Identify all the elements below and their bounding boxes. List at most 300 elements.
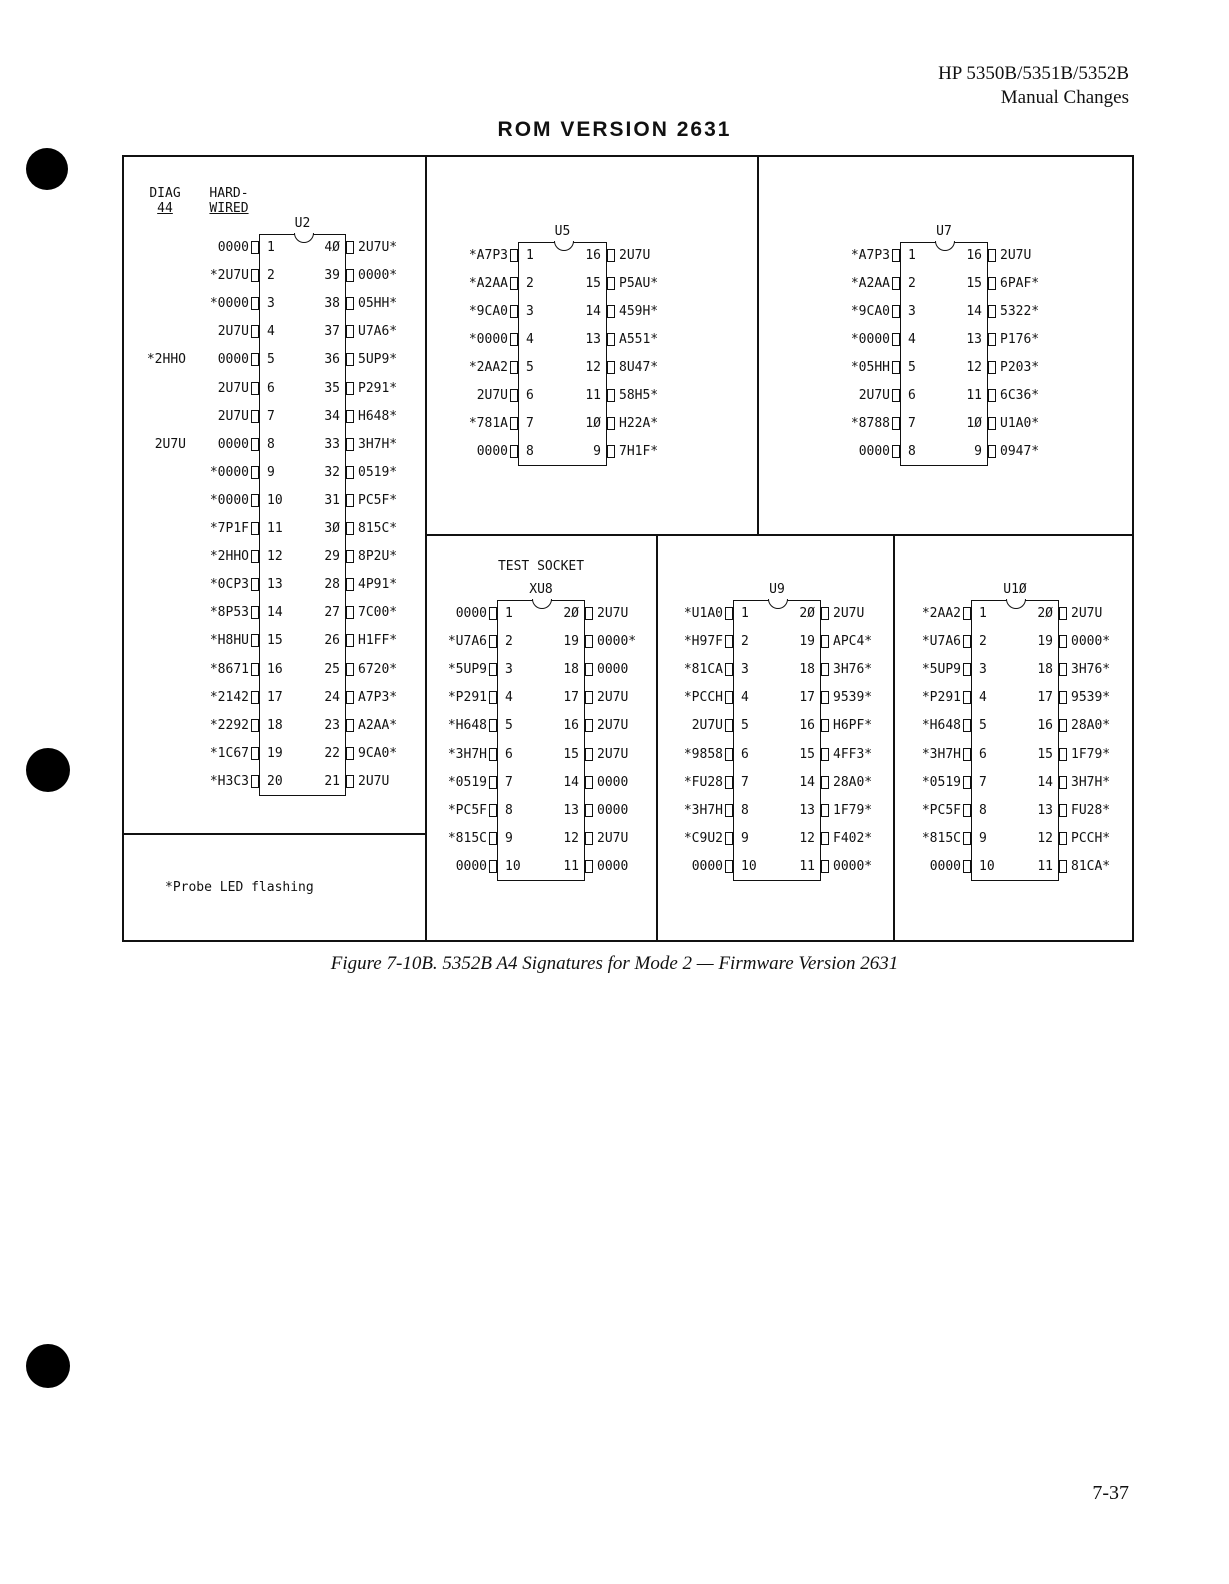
pin-number: 12 (1037, 830, 1053, 846)
pin-box (346, 494, 354, 507)
pin-number: 10 (741, 858, 757, 874)
pin-box (725, 663, 733, 676)
pin-box (251, 353, 259, 366)
pin-number: 13 (1037, 802, 1053, 818)
pin-signature-left: *2HHO (209, 549, 249, 565)
binder-hole (26, 1344, 70, 1388)
pin-signature-right: 2U7U (833, 606, 865, 621)
pin-number: 8 (979, 802, 987, 818)
pin-signature-right: 2U7U* (358, 240, 398, 255)
pin-number: 2 (267, 268, 275, 284)
pin-signature-left: *3H7H (921, 746, 961, 762)
pin-number: 10 (267, 492, 283, 508)
pin-number: 16 (799, 718, 815, 734)
pin-signature-left: 2U7U (217, 408, 249, 424)
panel-divider (425, 155, 427, 942)
pin-box (988, 277, 996, 290)
chip-notch (768, 599, 788, 609)
pin-box (1059, 607, 1067, 620)
header-section: Manual Changes (1000, 87, 1129, 108)
pin-box (346, 634, 354, 647)
pin-number: 5 (526, 360, 534, 375)
pin-signature-left: *H8HU (209, 633, 249, 649)
pin-box (585, 691, 593, 704)
pin-signature-right: FU28* (1071, 802, 1111, 818)
pin-number: 8 (526, 444, 534, 459)
pin-number: 7 (267, 408, 275, 424)
pin-signature-right: 3H76* (1071, 662, 1111, 678)
pin-number: 28 (324, 577, 340, 593)
pin-box (585, 607, 593, 620)
pin-signature-right: 6PAF* (1000, 276, 1040, 291)
pin-signature-right: 2U7U (358, 773, 390, 789)
pin-number: 9 (267, 464, 275, 480)
pin-box (821, 748, 829, 761)
pin-number: 38 (324, 296, 340, 312)
pin-signature-right: 3H7H* (358, 436, 398, 452)
pin-signature-right: 05HH* (358, 296, 398, 312)
pin-box (510, 361, 518, 374)
pin-signature-left: 0000 (691, 858, 723, 874)
pin-signature-right: 9539* (1071, 690, 1111, 706)
pin-number: 11 (563, 858, 579, 874)
pin-signature-left: *3H7H (447, 746, 487, 762)
pin-box (892, 445, 900, 458)
pin-signature-right: PCCH* (1071, 830, 1111, 846)
pin-signature-right: 459H* (619, 304, 659, 319)
pin-box (1059, 691, 1067, 704)
pin-number: 3 (741, 662, 749, 678)
pin-box (489, 832, 497, 845)
pin-signature-left: 0000 (476, 444, 508, 459)
pin-box (346, 719, 354, 732)
pin-signature-right: 8U47* (619, 360, 659, 375)
pin-box (251, 634, 259, 647)
pin-signature-left: 2U7U (217, 380, 249, 396)
pin-signature-left: *0000 (468, 332, 508, 347)
pin-signature-left: 2U7U (476, 388, 508, 403)
pin-box (821, 635, 829, 648)
pin-signature-right: 2U7U (1000, 248, 1032, 263)
pin-signature-right: 2U7U (597, 830, 629, 846)
pin-box (251, 438, 259, 451)
pin-number: 4 (526, 332, 534, 347)
pin-number: 31 (324, 492, 340, 508)
pin-number: 7 (505, 774, 513, 790)
pin-number: 15 (799, 746, 815, 762)
pin-signature-right: 6720* (358, 661, 398, 677)
pin-number: 5 (505, 718, 513, 734)
pin-signature-right: 8P2U* (358, 549, 398, 565)
pin-signature-right: 28A0* (1071, 718, 1111, 734)
pin-signature-right: 3H76* (833, 662, 873, 678)
pin-number: 7 (741, 774, 749, 790)
pin-number: 34 (324, 408, 340, 424)
pin-number: 35 (324, 380, 340, 396)
pin-signature-left: *U7A6 (921, 634, 961, 650)
pin-number: 14 (799, 774, 815, 790)
pin-box (510, 445, 518, 458)
pin-signature-left: *81CA (683, 662, 723, 678)
pin-box (963, 635, 971, 648)
pin-number: 4 (908, 332, 916, 347)
pin-signature-left: *A2AA (850, 276, 890, 291)
pin-box (251, 325, 259, 338)
diag-signature: *2HHO (146, 352, 186, 368)
pin-number: 4 (505, 690, 513, 706)
pin-signature-left: 0000 (929, 858, 961, 874)
panel-divider (656, 535, 658, 942)
pin-signature-left: *PCCH (683, 690, 723, 706)
pin-signature-right: 3H7H* (1071, 774, 1111, 790)
pin-signature-right: 58H5* (619, 388, 659, 403)
pin-box (963, 776, 971, 789)
pin-box (346, 438, 354, 451)
pin-signature-right: P291* (358, 380, 398, 396)
pin-number: 3 (908, 304, 916, 319)
pin-number: 19 (799, 634, 815, 650)
pin-number: 19 (1037, 634, 1053, 650)
pin-box (1059, 860, 1067, 873)
pin-box (251, 466, 259, 479)
chip-designator: U9 (769, 582, 785, 597)
pin-box (1059, 832, 1067, 845)
pin-number: 13 (799, 802, 815, 818)
pin-signature-right: H6PF* (833, 718, 873, 734)
probe-led-note: *Probe LED flashing (165, 880, 314, 895)
pin-box (725, 719, 733, 732)
pin-number: 22 (324, 745, 340, 761)
chip-designator: U7 (936, 224, 952, 239)
pin-box (346, 410, 354, 423)
pin-number: 7 (526, 416, 534, 431)
pin-signature-left: *815C (447, 830, 487, 846)
pin-signature-left: *7P1F (209, 521, 249, 536)
pin-number: 1Ø (966, 416, 982, 431)
pin-number: 29 (324, 549, 340, 565)
pin-signature-right: 7C00* (358, 605, 398, 621)
pin-number: 1Ø (585, 416, 601, 431)
pin-number: 3 (267, 296, 275, 312)
pin-signature-right: 2U7U (619, 248, 651, 263)
pin-signature-left: *U7A6 (447, 634, 487, 650)
pin-box (988, 389, 996, 402)
pin-number: 15 (267, 633, 283, 649)
pin-signature-left: *0000 (209, 296, 249, 312)
pin-signature-left: *2142 (209, 689, 249, 705)
pin-signature-left: *0519 (921, 774, 961, 790)
pin-signature-left: 0000 (858, 444, 890, 459)
diag-header-line2: 44 (157, 201, 173, 216)
pin-box (725, 635, 733, 648)
pin-box (346, 297, 354, 310)
pin-box (251, 775, 259, 788)
pin-signature-right: 9539* (833, 690, 873, 706)
chip-notch (294, 233, 314, 243)
pin-signature-right: PC5F* (358, 492, 398, 508)
pin-number: 9 (974, 444, 982, 459)
pin-box (821, 804, 829, 817)
pin-box (346, 269, 354, 282)
pin-box (251, 522, 259, 535)
pin-box (489, 663, 497, 676)
pin-number: 4 (267, 324, 275, 340)
pin-number: 8 (267, 436, 275, 452)
pin-signature-right: P203* (1000, 360, 1040, 375)
pin-box (1059, 748, 1067, 761)
pin-signature-left: *H648 (447, 718, 487, 734)
panel-divider (893, 535, 895, 942)
pin-box (346, 241, 354, 254)
pin-signature-left: *C9U2 (683, 830, 723, 846)
pin-number: 17 (267, 689, 283, 705)
pin-box (489, 691, 497, 704)
pin-number: 36 (324, 352, 340, 368)
chip-notch (532, 599, 552, 609)
pin-box (821, 607, 829, 620)
pin-signature-right: 0000* (833, 858, 873, 874)
pin-number: 2Ø (563, 606, 579, 621)
chip-designator: U2 (294, 216, 311, 231)
pin-box (346, 747, 354, 760)
pin-box (585, 804, 593, 817)
pin-signature-left: *0519 (447, 774, 487, 790)
pin-signature-right: H22A* (619, 416, 659, 431)
pin-signature-right: 1F79* (833, 802, 873, 818)
pin-box (1059, 663, 1067, 676)
pin-signature-left: *A7P3 (850, 248, 890, 263)
pin-box (607, 389, 615, 402)
pin-number: 18 (799, 662, 815, 678)
pin-signature-left: *0000 (209, 492, 249, 508)
pin-number: 8 (505, 802, 513, 818)
pin-signature-left: *9CA0 (468, 304, 508, 319)
diag-header-line1: DIAG (149, 186, 181, 201)
pin-number: 6 (526, 388, 534, 403)
pin-signature-right: 1F79* (1071, 746, 1111, 762)
pin-signature-left: *8788 (850, 416, 890, 431)
pin-box (725, 832, 733, 845)
pin-signature-left: 2U7U (217, 324, 249, 340)
pin-box (489, 607, 497, 620)
pin-box (607, 333, 615, 346)
pin-box (346, 578, 354, 591)
pin-box (963, 748, 971, 761)
pin-signature-right: 2U7U (1071, 606, 1103, 621)
pin-box (510, 305, 518, 318)
pin-signature-right: P5AU* (619, 276, 659, 291)
pin-signature-right: 81CA* (1071, 858, 1111, 874)
pin-signature-left: 0000 (455, 858, 487, 874)
pin-box (892, 389, 900, 402)
pin-number: 25 (324, 661, 340, 677)
pin-signature-left: *9CA0 (850, 304, 890, 319)
pin-number: 3 (505, 662, 513, 678)
pin-number: 15 (1037, 746, 1053, 762)
pin-box (821, 691, 829, 704)
pin-box (892, 277, 900, 290)
pin-number: 26 (324, 633, 340, 649)
pin-number: 2 (741, 634, 749, 650)
pin-number: 12 (585, 360, 601, 375)
pin-box (988, 333, 996, 346)
pin-box (607, 305, 615, 318)
pin-box (963, 804, 971, 817)
pin-signature-right: 4FF3* (833, 746, 873, 762)
pin-number: 11 (267, 521, 283, 536)
pin-signature-right: 2U7U (597, 690, 629, 706)
hardwired-header-line1: HARD- (209, 186, 249, 201)
pin-signature-left: 0000 (217, 352, 249, 368)
pin-number: 19 (563, 634, 579, 650)
pin-number: 2 (505, 634, 513, 650)
pin-number: 12 (267, 549, 283, 565)
pin-signature-left: *H3C3 (209, 773, 249, 789)
pin-box (346, 775, 354, 788)
pin-signature-left: *8671 (209, 661, 249, 677)
pin-signature-right: F402* (833, 830, 873, 846)
pin-box (510, 333, 518, 346)
pin-box (1059, 776, 1067, 789)
pin-number: 37 (324, 324, 340, 340)
pin-signature-left: *H97F (683, 634, 723, 650)
pin-number: 13 (563, 802, 579, 818)
pin-box (489, 776, 497, 789)
pin-box (821, 663, 829, 676)
pin-signature-right: 6C36* (1000, 388, 1040, 403)
pin-box (251, 297, 259, 310)
pin-signature-left: 2U7U (691, 718, 723, 734)
pin-number: 1 (908, 248, 916, 263)
pin-box (988, 417, 996, 430)
pin-signature-right: U7A6* (358, 324, 398, 340)
pin-signature-right: 0000 (597, 802, 629, 818)
pin-number: 15 (563, 746, 579, 762)
pin-box (585, 860, 593, 873)
pin-number: 14 (563, 774, 579, 790)
pin-box (489, 748, 497, 761)
pin-box (963, 719, 971, 732)
hardwired-column-header (199, 186, 259, 216)
hardwired-header-line2: WIRED (209, 201, 249, 216)
pin-number: 5 (908, 360, 916, 375)
pin-box (251, 747, 259, 760)
pin-box (346, 691, 354, 704)
pin-number: 12 (563, 830, 579, 846)
pin-number: 8 (741, 802, 749, 818)
pin-box (346, 466, 354, 479)
diag-column-header (143, 186, 187, 216)
binder-hole (26, 748, 70, 792)
pin-signature-left: *0000 (850, 332, 890, 347)
pin-box (963, 860, 971, 873)
figure-caption: Figure 7-10B. 5352B A4 Signatures for Mode 2 — Firmware Version 2631 (330, 953, 899, 974)
pin-box (585, 748, 593, 761)
pin-signature-left: *A2AA (468, 276, 508, 291)
pin-box (489, 719, 497, 732)
pin-number: 16 (267, 661, 283, 677)
pin-signature-left: *05HH (850, 360, 890, 375)
pin-signature-right: A7P3* (358, 689, 398, 705)
pin-box (489, 804, 497, 817)
pin-number: 16 (1037, 718, 1053, 734)
pin-box (346, 325, 354, 338)
pin-number: 6 (267, 380, 275, 396)
pin-signature-left: *2AA2 (921, 606, 961, 621)
chip-notch (1006, 599, 1026, 609)
binder-hole (26, 148, 68, 190)
pin-box (821, 719, 829, 732)
pin-number: 10 (505, 858, 521, 874)
pin-signature-right: 0000 (597, 774, 629, 790)
pin-number: 9 (593, 444, 601, 459)
pin-number: 13 (585, 332, 601, 347)
pin-number: 13 (966, 332, 982, 347)
diag-signature: 2U7U (154, 436, 186, 452)
pin-box (963, 832, 971, 845)
pin-number: 19 (267, 745, 283, 761)
pin-number: 1 (526, 248, 534, 263)
pin-box (510, 277, 518, 290)
pin-number: 23 (324, 717, 340, 733)
pin-signature-right: 0000 (597, 662, 629, 678)
pin-box (892, 249, 900, 262)
pin-number: 17 (799, 690, 815, 706)
pin-box (489, 860, 497, 873)
pin-number: 2 (979, 634, 987, 650)
pin-signature-right: 28A0* (833, 774, 873, 790)
pin-number: 7 (908, 416, 916, 431)
chip-designator: XU8 (529, 582, 553, 597)
page-title: ROM VERSION 2631 (497, 118, 732, 141)
chip-notch (935, 241, 955, 251)
pin-signature-right: 0947* (1000, 444, 1040, 459)
pin-signature-left: *3H7H (683, 802, 723, 818)
pin-box (892, 305, 900, 318)
pin-number: 33 (324, 436, 340, 452)
pin-signature-right: 0000* (358, 268, 398, 284)
pin-number: 32 (324, 464, 340, 480)
pin-number: 20 (267, 773, 283, 789)
pin-number: 6 (741, 746, 749, 762)
pin-box (725, 748, 733, 761)
pin-number: 5 (979, 718, 987, 734)
pin-signature-right: 0000* (1071, 634, 1111, 650)
pin-number: 18 (1037, 662, 1053, 678)
pin-signature-left: *U1A0 (683, 606, 723, 621)
pin-number: 6 (908, 388, 916, 403)
pin-number: 14 (966, 304, 982, 319)
pin-box (607, 417, 615, 430)
pin-signature-left: *0000 (209, 464, 249, 480)
pin-signature-right: 815C* (358, 521, 398, 536)
pin-number: 17 (563, 690, 579, 706)
pin-box (251, 719, 259, 732)
pin-number: 13 (267, 577, 283, 593)
pin-box (585, 832, 593, 845)
pin-signature-left: *P291 (921, 690, 961, 706)
pin-number: 16 (563, 718, 579, 734)
pin-number: 1 (741, 606, 749, 621)
pin-signature-right: 2U7U (597, 606, 629, 621)
pin-number: 9 (979, 830, 987, 846)
pin-box (585, 663, 593, 676)
header-model: HP 5350B/5351B/5352B (938, 63, 1129, 84)
pin-number: 12 (966, 360, 982, 375)
pin-box (489, 635, 497, 648)
pin-number: 11 (585, 388, 601, 403)
pin-signature-right: H648* (358, 408, 398, 424)
